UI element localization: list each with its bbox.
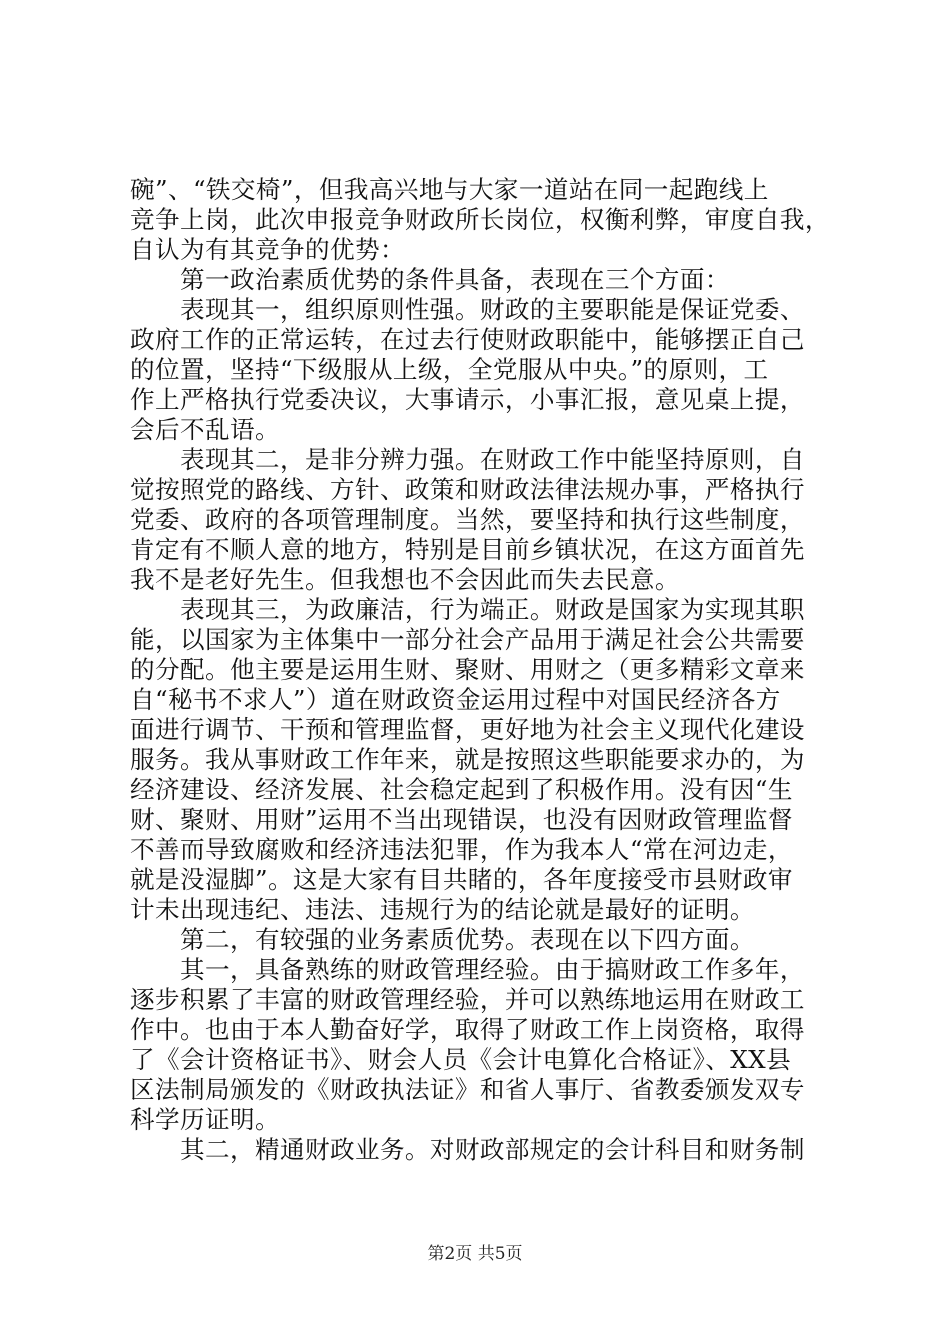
text-line: 计未出现违纪、违法、违规行为的结论就是最好的证明。 (130, 895, 755, 924)
text-line: 科学历证明。 (130, 1105, 280, 1134)
text-line: 作上严格执行党委决议，大事请示，小事汇报，意见桌上提， (130, 385, 805, 414)
text-line: 表现其一，组织原则性强。财政的主要职能是保证党委、 (130, 295, 805, 324)
text-line: 了《会计资格证书》、财会人员《会计电算化合格证》、XX县 (130, 1045, 792, 1074)
text-line: 党委、政府的各项管理制度。当然，要坚持和执行这些制度， (130, 505, 805, 534)
body-text (130, 175, 830, 1165)
text-line: 碗”、“铁交椅”，但我高兴地与大家一道站在同一起跑线上 (130, 175, 769, 204)
text-line: 能，以国家为主体集中一部分社会产品用于满足社会公共需要 (130, 625, 805, 654)
text-line: 自“秘书不求人”）道在财政资金运用过程中对国民经济各方 (130, 685, 781, 714)
text-line: 经济建设、经济发展、社会稳定起到了积极作用。没有因“生 (130, 775, 793, 804)
text-line: 我不是老好先生。但我想也不会因此而失去民意。 (130, 565, 680, 594)
text-line: 服务。我从事财政工作年来，就是按照这些职能要求办的，为 (130, 745, 805, 774)
text-line: 财、聚财、用财”运用不当出现错误，也没有因财政管理监督 (130, 805, 793, 834)
text-line: 不善而导致腐败和经济违法犯罪，作为我本人“常在河边走， (130, 835, 793, 864)
text-line: 第一政治素质优势的条件具备，表现在三个方面： (130, 265, 730, 294)
text-line: 区法制局颁发的《财政执法证》和省人事厅、省教委颁发双专 (130, 1075, 805, 1104)
text-line: 的分配。他主要是运用生财、聚财、用财之（更多精彩文章来 (130, 655, 805, 684)
text-line: 逐步积累了丰富的财政管理经验，并可以熟练地运用在财政工 (130, 985, 805, 1014)
text-line: 觉按照党的路线、方针、政策和财政法律法规办事，严格执行 (130, 475, 805, 504)
text-line: 政府工作的正常运转，在过去行使财政职能中，能够摆正自己 (130, 325, 805, 354)
text-line: 第二，有较强的业务素质优势。表现在以下四方面。 (130, 925, 755, 954)
text-line: 的位置，坚持“下级服从上级，全党服从中央。”的原则，工 (130, 355, 769, 384)
text-line: 面进行调节、干预和管理监督，更好地为社会主义现代化建设 (130, 715, 805, 744)
text-line: 其一，具备熟练的财政管理经验。由于搞财政工作多年， (130, 955, 805, 984)
text-line: 其二，精通财政业务。对财政部规定的会计科目和财务制 (130, 1135, 805, 1164)
text-line: 表现其二，是非分辨力强。在财政工作中能坚持原则，自 (130, 445, 805, 474)
text-line: 自认为有其竞争的优势： (130, 235, 405, 264)
text-line: 就是没湿脚”。这是大家有目共睹的，各年度接受市县财政审 (130, 865, 793, 894)
text-line: 竞争上岗，此次申报竞争财政所长岗位，权衡利弊，审度自我， (130, 205, 830, 234)
text-line: 作中。也由于本人勤奋好学，取得了财政工作上岗资格，取得 (130, 1015, 805, 1044)
text-line: 肯定有不顺人意的地方，特别是目前乡镇状况，在这方面首先 (130, 535, 805, 564)
text-line: 表现其三，为政廉洁，行为端正。财政是国家为实现其职 (130, 595, 805, 624)
page-number-footer: 第2页 共5页 (427, 1244, 523, 1264)
text-line: 会后不乱语。 (130, 415, 280, 444)
